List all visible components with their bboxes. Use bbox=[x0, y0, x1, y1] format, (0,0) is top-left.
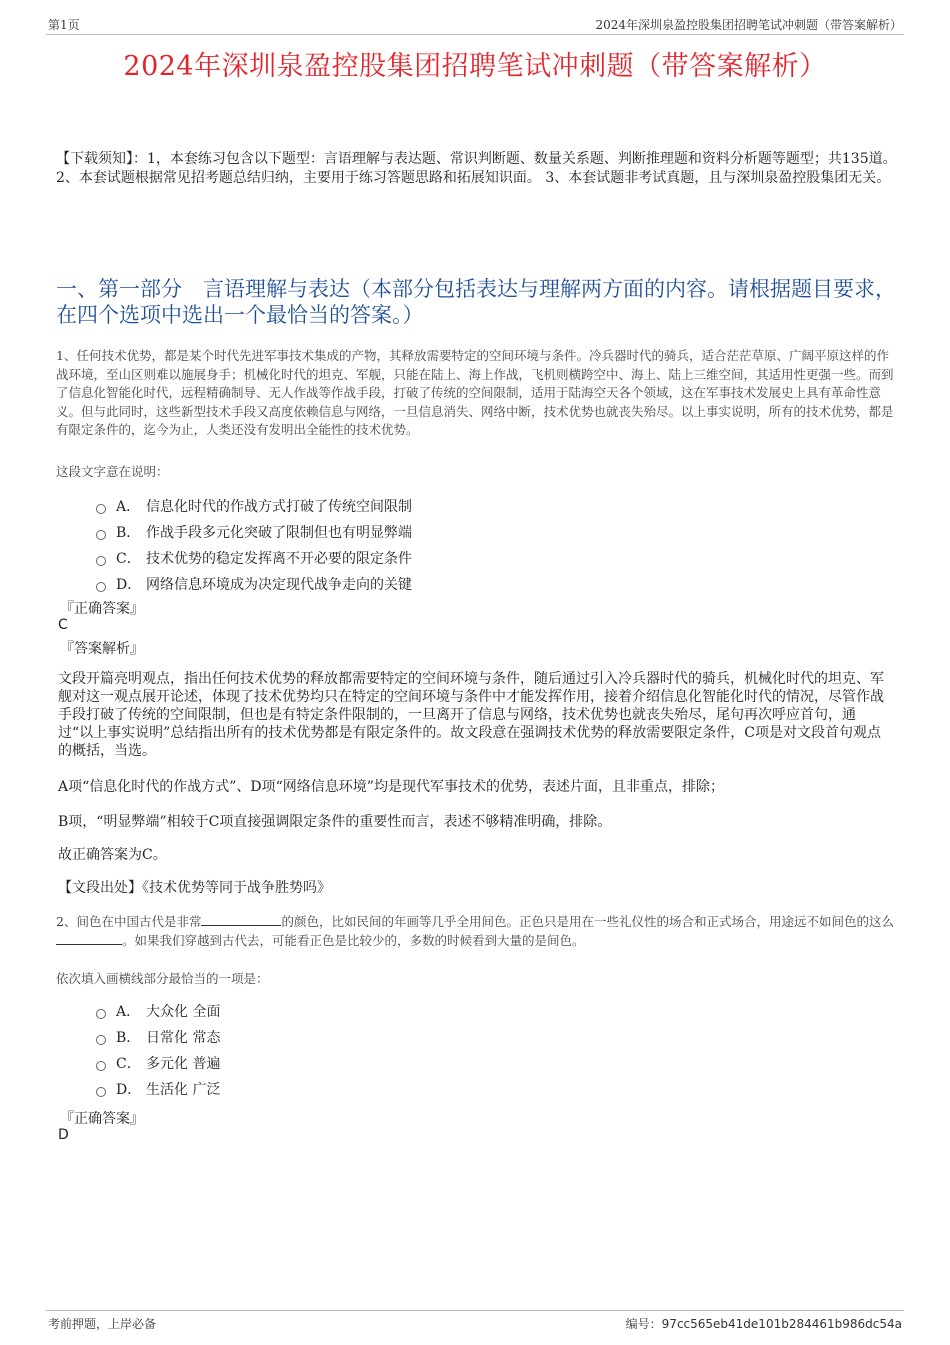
question-1-prompt: 这段文字意在说明： bbox=[56, 464, 169, 479]
option-a[interactable]: A． 信息化时代的作战方式打破了传统空间限制 bbox=[96, 493, 412, 519]
radio-icon[interactable] bbox=[96, 1061, 106, 1071]
fill-blank bbox=[201, 913, 281, 926]
option-b[interactable]: B． 作战手段多元化突破了限制但也有明显弊端 bbox=[96, 519, 412, 545]
question-2-text: 2、间色在中国古代是非常 的颜色，比如民间的年画等几乎全用间色。正色只是用在一些礼仪性的场合和正式场合，用途远不如间色的这么。如果我们穿越到古代去，可能看正色是比较少的，多数的时候看到大量的是间色。 bbox=[56, 914, 894, 948]
radio-icon[interactable] bbox=[96, 1009, 106, 1019]
answer-label: 『正确答案』 bbox=[60, 601, 144, 617]
fill-blank bbox=[56, 932, 122, 945]
section-title: 一、第一部分 言语理解与表达（本部分包括表达与理解两方面的内容。请根据题目要求，在四个选项中选出一个最恰当的答案。） bbox=[56, 277, 896, 327]
option-c[interactable]: C． 技术优势的稳定发挥离不开必要的限定条件 bbox=[96, 545, 412, 571]
radio-icon[interactable] bbox=[96, 504, 106, 514]
answer-label: 『正确答案』 bbox=[60, 1111, 144, 1127]
analysis-paragraph: B项，“明显弊端”相较于C项直接强调限定条件的重要性而言，表述不够精准明确，排除。 bbox=[58, 814, 612, 830]
radio-icon[interactable] bbox=[96, 582, 106, 592]
option-d[interactable]: D． 生活化 广泛 bbox=[96, 1076, 220, 1102]
source-citation: 【文段出处】《技术优势等同于战争胜势吗》 bbox=[58, 880, 331, 896]
radio-icon[interactable] bbox=[96, 530, 106, 540]
page-number: 第1页 bbox=[48, 18, 80, 32]
question-2-options bbox=[96, 998, 220, 1102]
page-footer bbox=[46, 1310, 904, 1331]
option-b[interactable]: B． 日常化 常态 bbox=[96, 1024, 220, 1050]
document-title: 2024年深圳泉盈控股集团招聘笔试冲刺题（带答案解析） bbox=[123, 51, 827, 82]
radio-icon[interactable] bbox=[96, 556, 106, 566]
option-d[interactable]: D． 网络信息环境成为决定现代战争走向的关键 bbox=[96, 571, 412, 597]
analysis-paragraph: A项“信息化时代的作战方式”、D项“网络信息环境”均是现代军事技术的优势，表述片面，且非重点，排除； bbox=[58, 779, 724, 795]
radio-icon[interactable] bbox=[96, 1035, 106, 1045]
footer-code: 编号：97cc565eb41de101b284461b986dc54a bbox=[625, 1317, 902, 1331]
analysis-label: 『答案解析』 bbox=[60, 641, 144, 657]
answer-value: C bbox=[58, 617, 68, 633]
download-notice: 【下载须知】：1，本套练习包含以下题型：言语理解与表达题、常识判断题、数量关系题、判断推理题和资料分析题等题型；共135道。 2、本套试题根据常见招考题总结归纳，主要用于练习答题思路和拓展知识面。 3、本套试题非考试真题，且与深圳泉盈控股集团无关。 bbox=[56, 151, 897, 186]
question-2-prompt: 依次填入画横线部分最恰当的一项是： bbox=[56, 971, 269, 986]
radio-icon[interactable] bbox=[96, 1087, 106, 1097]
header-doc-title: 2024年深圳泉盈控股集团招聘笔试冲刺题（带答案解析） bbox=[595, 18, 902, 32]
option-c[interactable]: C． 多元化 普遍 bbox=[96, 1050, 220, 1076]
option-a[interactable]: A． 大众化 全面 bbox=[96, 998, 220, 1024]
analysis-paragraph: 文段开篇亮明观点，指出任何技术优势的释放都需要特定的空间环境与条件，随后通过引入冷兵器时代的骑兵，机械化时代的坦克、军舰对这一观点展开论述，体现了技术优势均只在特定的空间环境与条件中才能发挥作用，接着介绍信息化智能化时代的情况，尽管作战手段打破了传统的空间限制，但也是有特定条件限制的，一旦离开了信息与网络，技术优势也就丧失殆尽，尾句再次呼应首句，通过“以上事实说明”总结指出所有的技术优势都是有限定条件的。故文段意在强调技术优势的释放需要限定条件，C项是对文段首句观点的概括，当选。 bbox=[58, 671, 884, 759]
question-1-options bbox=[96, 493, 412, 597]
page-header bbox=[46, 14, 904, 35]
analysis-conclusion: 故正确答案为C。 bbox=[58, 847, 167, 863]
question-1-text: 1、任何技术优势，都是某个时代先进军事技术集成的产物，其释放需要特定的空间环境与条件。冷兵器时代的骑兵，适合茫茫草原、广阔平原这样的作战环境，至山区则难以施展身手；机械化时代的坦克、军舰，只能在陆上、海上作战，飞机则横跨空中、海上、陆上三维空间，其适用性更强一些。而到了信息化智能化时代，远程精确制导、无人作战等作战手段，打破了传统的空间限制，适用于陆海空天各个领域，这在军事技术发展史上具有革命性意义。但与此同时，这些新型技术手段又高度依赖信息与网络，一旦信息消失、网络中断，技术优势也就丧失殆尽。以上事实说明，所有的技术优势，都是有限定条件的，迄今为止，人类还没有发明出全能性的技术优势。 bbox=[56, 348, 894, 437]
answer-value: D bbox=[58, 1127, 69, 1143]
footer-slogan: 考前押题，上岸必备 bbox=[48, 1317, 157, 1331]
